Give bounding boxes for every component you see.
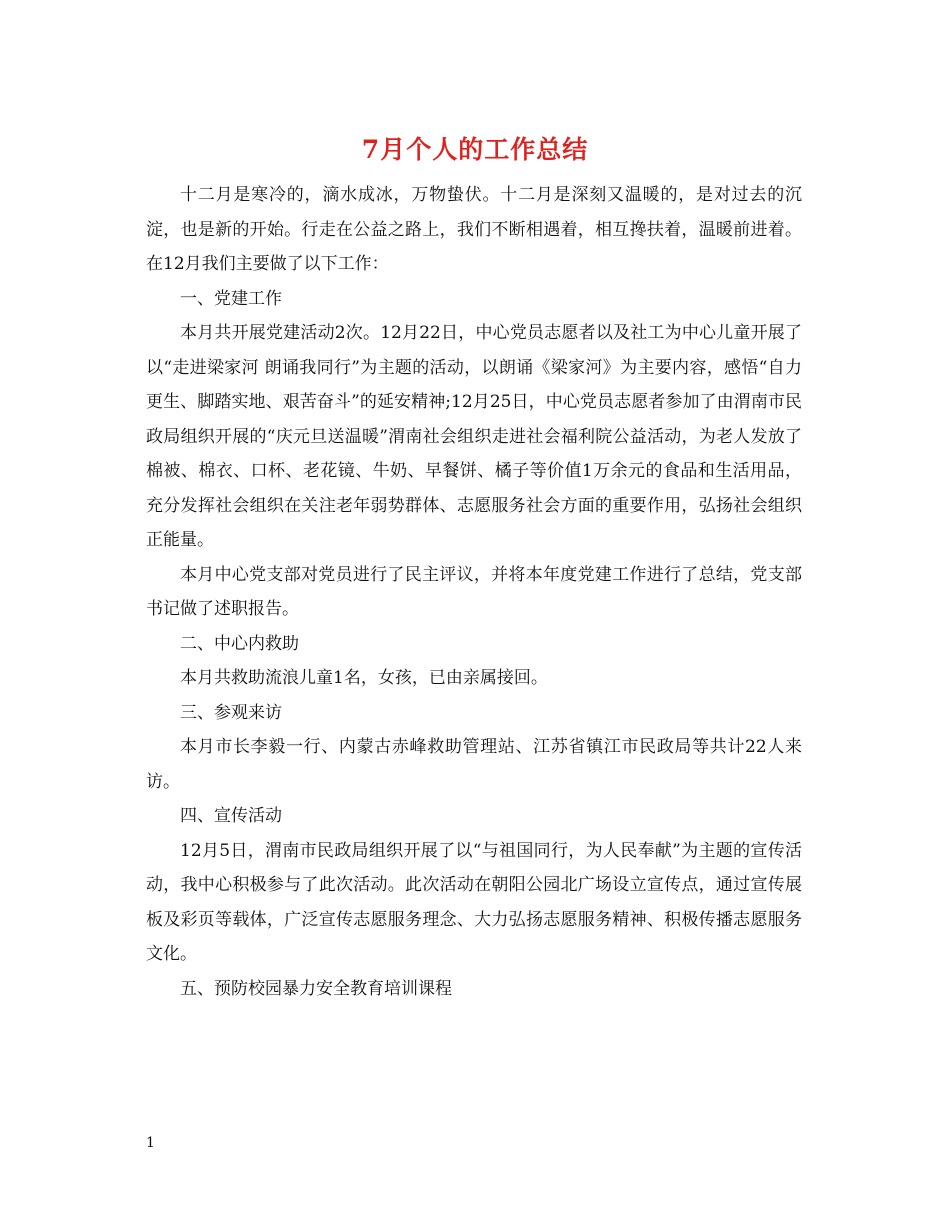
intro-paragraph: 十二月是寒冷的，滴水成冰，万物蛰伏。十二月是深刻又温暖的，是对过去的沉淀，也是新的开始。行走在公益之路上，我们不断相遇着，相互搀扶着，温暖前进着。在12月我们主要做了以下工作： — [146, 185, 802, 274]
rescue-paragraph: 本月共救助流浪儿童1名，女孩，已由亲属接回。 — [180, 668, 548, 688]
page-number: 1 — [146, 1135, 155, 1151]
section-heading-party-building: 一、党建工作 — [180, 288, 282, 309]
document-title: 7月个人的工作总结 — [361, 135, 589, 164]
publicity-paragraph: 12月5日，渭南市民政局组织开展了以“与祖国同行，为人民奉献”为主题的宣传活动，我中心积极参与了此次活动。此次活动在朝阳公园北广场设立宣传点，通过宣传展板及彩页等载体，广泛宣传志愿服务理念、大力弘扬志愿服务精神、积极传播志愿服务文化。 — [146, 840, 802, 964]
section-heading-visits: 三、参观来访 — [180, 702, 282, 723]
section-heading-rescue: 二、中心内救助 — [180, 633, 299, 654]
party-review-paragraph: 本月中心党支部对党员进行了民主评议，并将本年度党建工作进行了总结，党支部书记做了述职报告。 — [146, 564, 802, 619]
section-heading-publicity: 四、宣传活动 — [180, 806, 282, 826]
party-activity-paragraph: 本月共开展党建活动2次。12月22日，中心党员志愿者以及社工为中心儿童开展了以“走进梁家河 朗诵我同行”为主题的活动，以朗诵《梁家河》为主要内容，感悟“自力更生、脚踏实地、艰苦奋斗”的延安精神;12月25日，中心党员志愿者参加了由渭南市民政局组织开展的“庆元旦送温暖”渭南社会组织走进社会福利院公益活动，为老人发放了棉被、棉衣、口杯、老花镜、牛奶、早餐饼、橘子等价值1万余元的食品和生活用品，充分发挥社会组织在关注老年弱势群体、志愿服务社会方面的重要作用，弘扬社会组织正能量。 — [146, 323, 802, 550]
section-heading-campus-safety: 五、预防校园暴力安全教育培训课程 — [180, 978, 452, 999]
visits-paragraph: 本月市长李毅一行、内蒙古赤峰救助管理站、江苏省镇江市民政局等共计22人来访。 — [146, 737, 802, 792]
document-body — [146, 178, 802, 1006]
